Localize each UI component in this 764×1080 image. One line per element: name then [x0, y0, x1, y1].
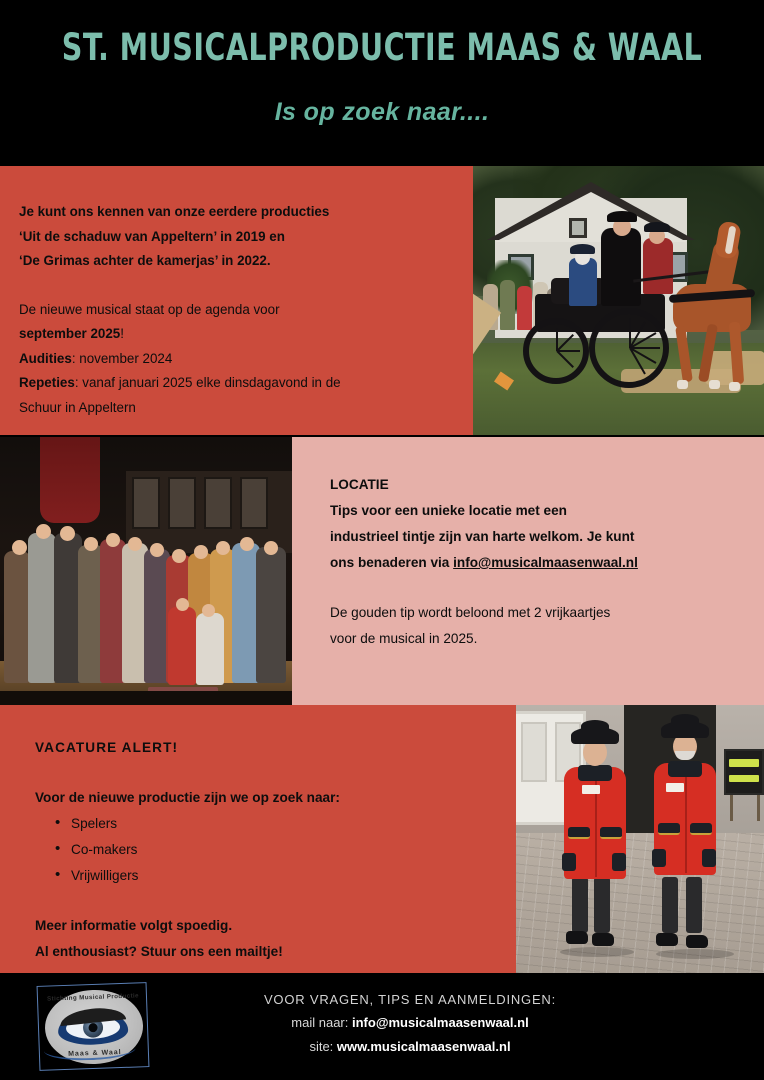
photo-horse-hoof — [709, 380, 720, 389]
photo-leg — [594, 877, 610, 933]
productions-line-4: De nieuwe musical staat op de agenda voor — [19, 301, 280, 317]
page-subtitle: Is op zoek naar.... — [274, 98, 490, 126]
logo-arc-top-text: Stichting Musical Productie — [46, 992, 140, 1003]
photo-welcome-sign — [724, 749, 764, 795]
photo-window — [569, 218, 587, 238]
locatie-contact-prefix: ons benaderen via — [330, 555, 454, 570]
poster-header — [0, 0, 764, 166]
poster-footer — [0, 973, 764, 1080]
vacature-intro: Voor de nieuwe productie zijn we op zoek naar: — [35, 790, 340, 805]
productions-red-panel — [0, 166, 473, 435]
locatie-pink-panel — [292, 437, 764, 705]
photo-carriage-wheel — [523, 318, 589, 384]
photo-coat-pocket — [658, 823, 680, 835]
productions-line-6 — [19, 347, 459, 372]
productions-text — [19, 200, 459, 420]
photo-coat-cuff — [702, 849, 716, 867]
photo-tricorn-hat-icon — [644, 222, 670, 232]
locatie-line-2: industrieel tintje zijn van harte welkom. Je kunt — [330, 529, 635, 544]
premiere-date: september 2025 — [19, 326, 121, 341]
productions-line-8: Schuur in Appeltern — [19, 399, 136, 415]
photo-coat-collar — [578, 765, 612, 781]
photo-shoe — [592, 933, 614, 946]
productions-line-7 — [19, 371, 459, 396]
footer-contact-block — [200, 989, 620, 1059]
footer-mail-line — [200, 1011, 620, 1035]
photo-shoe — [686, 935, 708, 948]
photo-tricorn-hat-icon — [570, 244, 595, 254]
row-locatie — [0, 437, 764, 705]
photo-name-badge — [666, 783, 684, 792]
photo-sign-easel — [730, 795, 760, 821]
footer-site-line — [200, 1035, 620, 1059]
rehearsals-value: : vanaf januari 2025 elke dinsdagavond in de — [74, 375, 341, 390]
footer-site-label: site: — [309, 1039, 337, 1054]
photo-coat-pocket — [568, 827, 590, 839]
email-link[interactable]: info@musicalmaasenwaal.nl — [453, 555, 638, 570]
photo-leg — [686, 877, 702, 933]
photo-coat-pocket — [600, 827, 622, 839]
photo-shadow — [560, 947, 634, 957]
spacer — [35, 761, 505, 785]
productions-line-3: ‘De Grimas achter de kamerjas’ in 2022. — [19, 253, 271, 268]
row-vacature — [0, 705, 764, 973]
photo-stage-curtain — [40, 437, 100, 523]
vacature-heading: VACATURE ALERT! — [35, 740, 179, 755]
vacature-closing-1: Meer informatie volgt spoedig. — [35, 918, 233, 933]
locatie-reward-line-2: voor de musical in 2025. — [330, 631, 478, 646]
premiere-suffix: ! — [120, 326, 124, 341]
photo-coat-pocket — [690, 823, 712, 835]
list-item: • Spelers — [55, 811, 505, 837]
photo-shoe — [566, 931, 588, 944]
row-productions — [0, 166, 764, 435]
organisation-logo — [37, 982, 150, 1071]
photo-coat-cuff — [652, 849, 666, 867]
locatie-line-3 — [330, 550, 742, 576]
photo-name-badge — [582, 785, 600, 794]
spacer — [19, 274, 459, 298]
photo-two-men-red-coats — [516, 705, 764, 973]
list-item: • Co-makers — [55, 837, 505, 863]
photo-leg — [572, 877, 588, 933]
photo-stage-cast-ensemble — [0, 437, 292, 705]
photo-actor-blue-coat — [569, 258, 597, 306]
footer-call-to-action: VOOR VRAGEN, TIPS EN AANMELDINGEN: — [263, 992, 557, 1007]
vacature-roles-list — [55, 811, 505, 889]
rehearsals-label: Repeties — [19, 375, 75, 390]
photo-actor-red-coat — [643, 238, 673, 294]
page-title: ST. MUSICALPRODUCTIE MAAS & WAAL — [61, 26, 703, 69]
auditions-value: : november 2024 — [71, 350, 173, 366]
footer-mail-address[interactable]: info@musicalmaasenwaal.nl — [352, 1015, 529, 1030]
photo-stage-edge — [0, 691, 292, 705]
photo-horse-hoof — [729, 382, 740, 391]
logo-arc-bottom-text: Maas & Waal — [68, 1049, 122, 1058]
photo-carriage-driver — [601, 228, 641, 306]
productions-line-5 — [19, 322, 459, 347]
spacer — [330, 576, 742, 600]
auditions-label: Audities — [19, 350, 72, 366]
locatie-heading: LOCATIE — [330, 477, 389, 492]
photo-tricorn-hat-icon — [607, 211, 637, 222]
list-item: • Vrijwilligers — [55, 863, 505, 889]
tricorn-hat-icon — [571, 727, 619, 744]
vacature-closing-2: Al enthousiast? Stuur ons een mailtje! — [35, 944, 283, 959]
locatie-line-1: Tips voor een unieke locatie met een — [330, 503, 567, 518]
photo-leg — [662, 877, 678, 933]
photo-shadow — [656, 949, 734, 959]
locatie-text — [330, 472, 742, 652]
productions-line-1: Je kunt ons kennen van onze eerdere producties — [19, 204, 330, 219]
photo-shoe — [656, 933, 678, 946]
vacature-text — [35, 735, 505, 965]
photo-horse-hoof — [677, 380, 688, 389]
spacer — [35, 889, 505, 913]
productions-line-2: ‘Uit de schaduw van Appeltern’ in 2019 en — [19, 228, 285, 244]
locatie-reward-line-1: De gouden tip wordt beloond met 2 vrijkaartjes — [330, 605, 611, 620]
photo-coat-cuff — [562, 853, 576, 871]
photo-coat-collar — [668, 761, 702, 777]
photo-carriage-wheel — [589, 308, 669, 388]
photo-coat-cuff — [612, 853, 626, 871]
photo-horse-carriage-outdoor-performance — [473, 166, 764, 435]
tricorn-hat-icon — [661, 721, 709, 738]
footer-site-url[interactable]: www.musicalmaasenwaal.nl — [336, 1039, 511, 1054]
footer-mail-label: mail naar: — [291, 1015, 352, 1030]
